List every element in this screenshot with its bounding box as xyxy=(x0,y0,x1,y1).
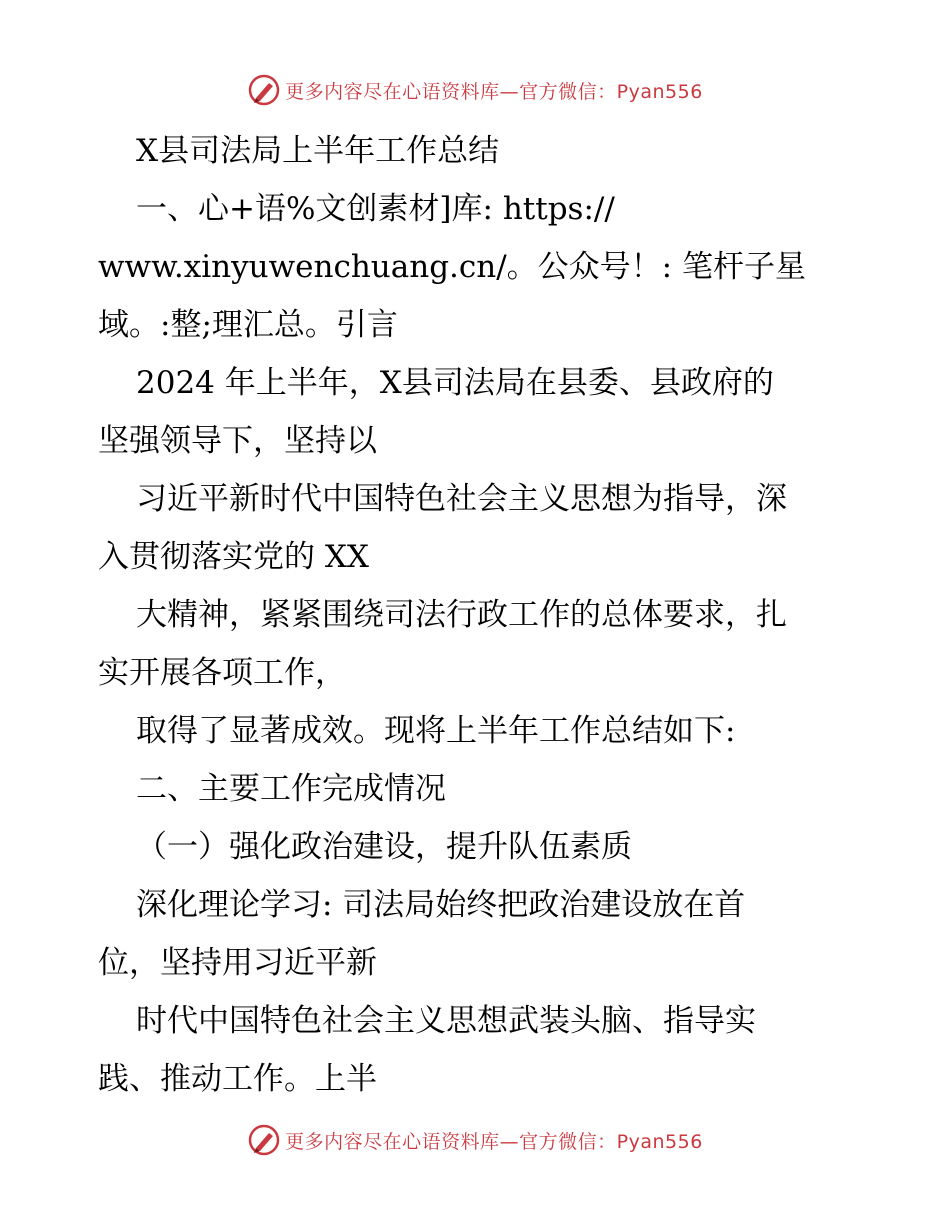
doc-line: 践、推动工作。上半 xyxy=(98,1061,377,1097)
doc-line: 实开展各项工作， xyxy=(98,655,346,691)
doc-line: 位，坚持用习近平新 xyxy=(98,945,377,981)
doc-line: 域。:整;理汇总。引言 xyxy=(98,307,398,343)
doc-line: 取得了显著成效。现将上半年工作总结如下: xyxy=(136,713,736,749)
doc-title: X县司法局上半年工作总结 xyxy=(136,133,500,169)
doc-line: 2024 年上半年，X县司法局在县委、县政府的 xyxy=(136,365,774,401)
document-body xyxy=(98,122,868,1108)
doc-line: 一、心+语%文创素材]库: https:// xyxy=(136,191,615,227)
watermark-text: 更多内容尽在心语资料库—官方微信：Pyan556 xyxy=(285,80,703,103)
doc-line: www.xinyuwenchuang.cn/。公众号！: 笔杆子星 xyxy=(98,249,806,285)
doc-line: 深化理论学习: 司法局始终把政治建设放在首 xyxy=(136,887,746,923)
pen-logo-icon xyxy=(247,1123,281,1157)
doc-line: 坚强领导下，坚持以 xyxy=(98,423,377,459)
doc-line: 入贯彻落实党的 XX xyxy=(98,539,369,575)
subsection-heading: （一）强化政治建设，提升队伍素质 xyxy=(136,829,632,865)
footer-watermark xyxy=(0,1120,950,1160)
doc-line: 大精神，紧紧围绕司法行政工作的总体要求，扎 xyxy=(136,597,787,633)
pen-logo-icon xyxy=(247,73,281,107)
section-heading: 二、主要工作完成情况 xyxy=(136,771,446,807)
watermark-text: 更多内容尽在心语资料库—官方微信：Pyan556 xyxy=(285,1130,703,1153)
doc-line: 习近平新时代中国特色社会主义思想为指导，深 xyxy=(136,481,787,517)
doc-line: 时代中国特色社会主义思想武装头脑、指导实 xyxy=(136,1003,756,1039)
header-watermark xyxy=(0,70,950,110)
